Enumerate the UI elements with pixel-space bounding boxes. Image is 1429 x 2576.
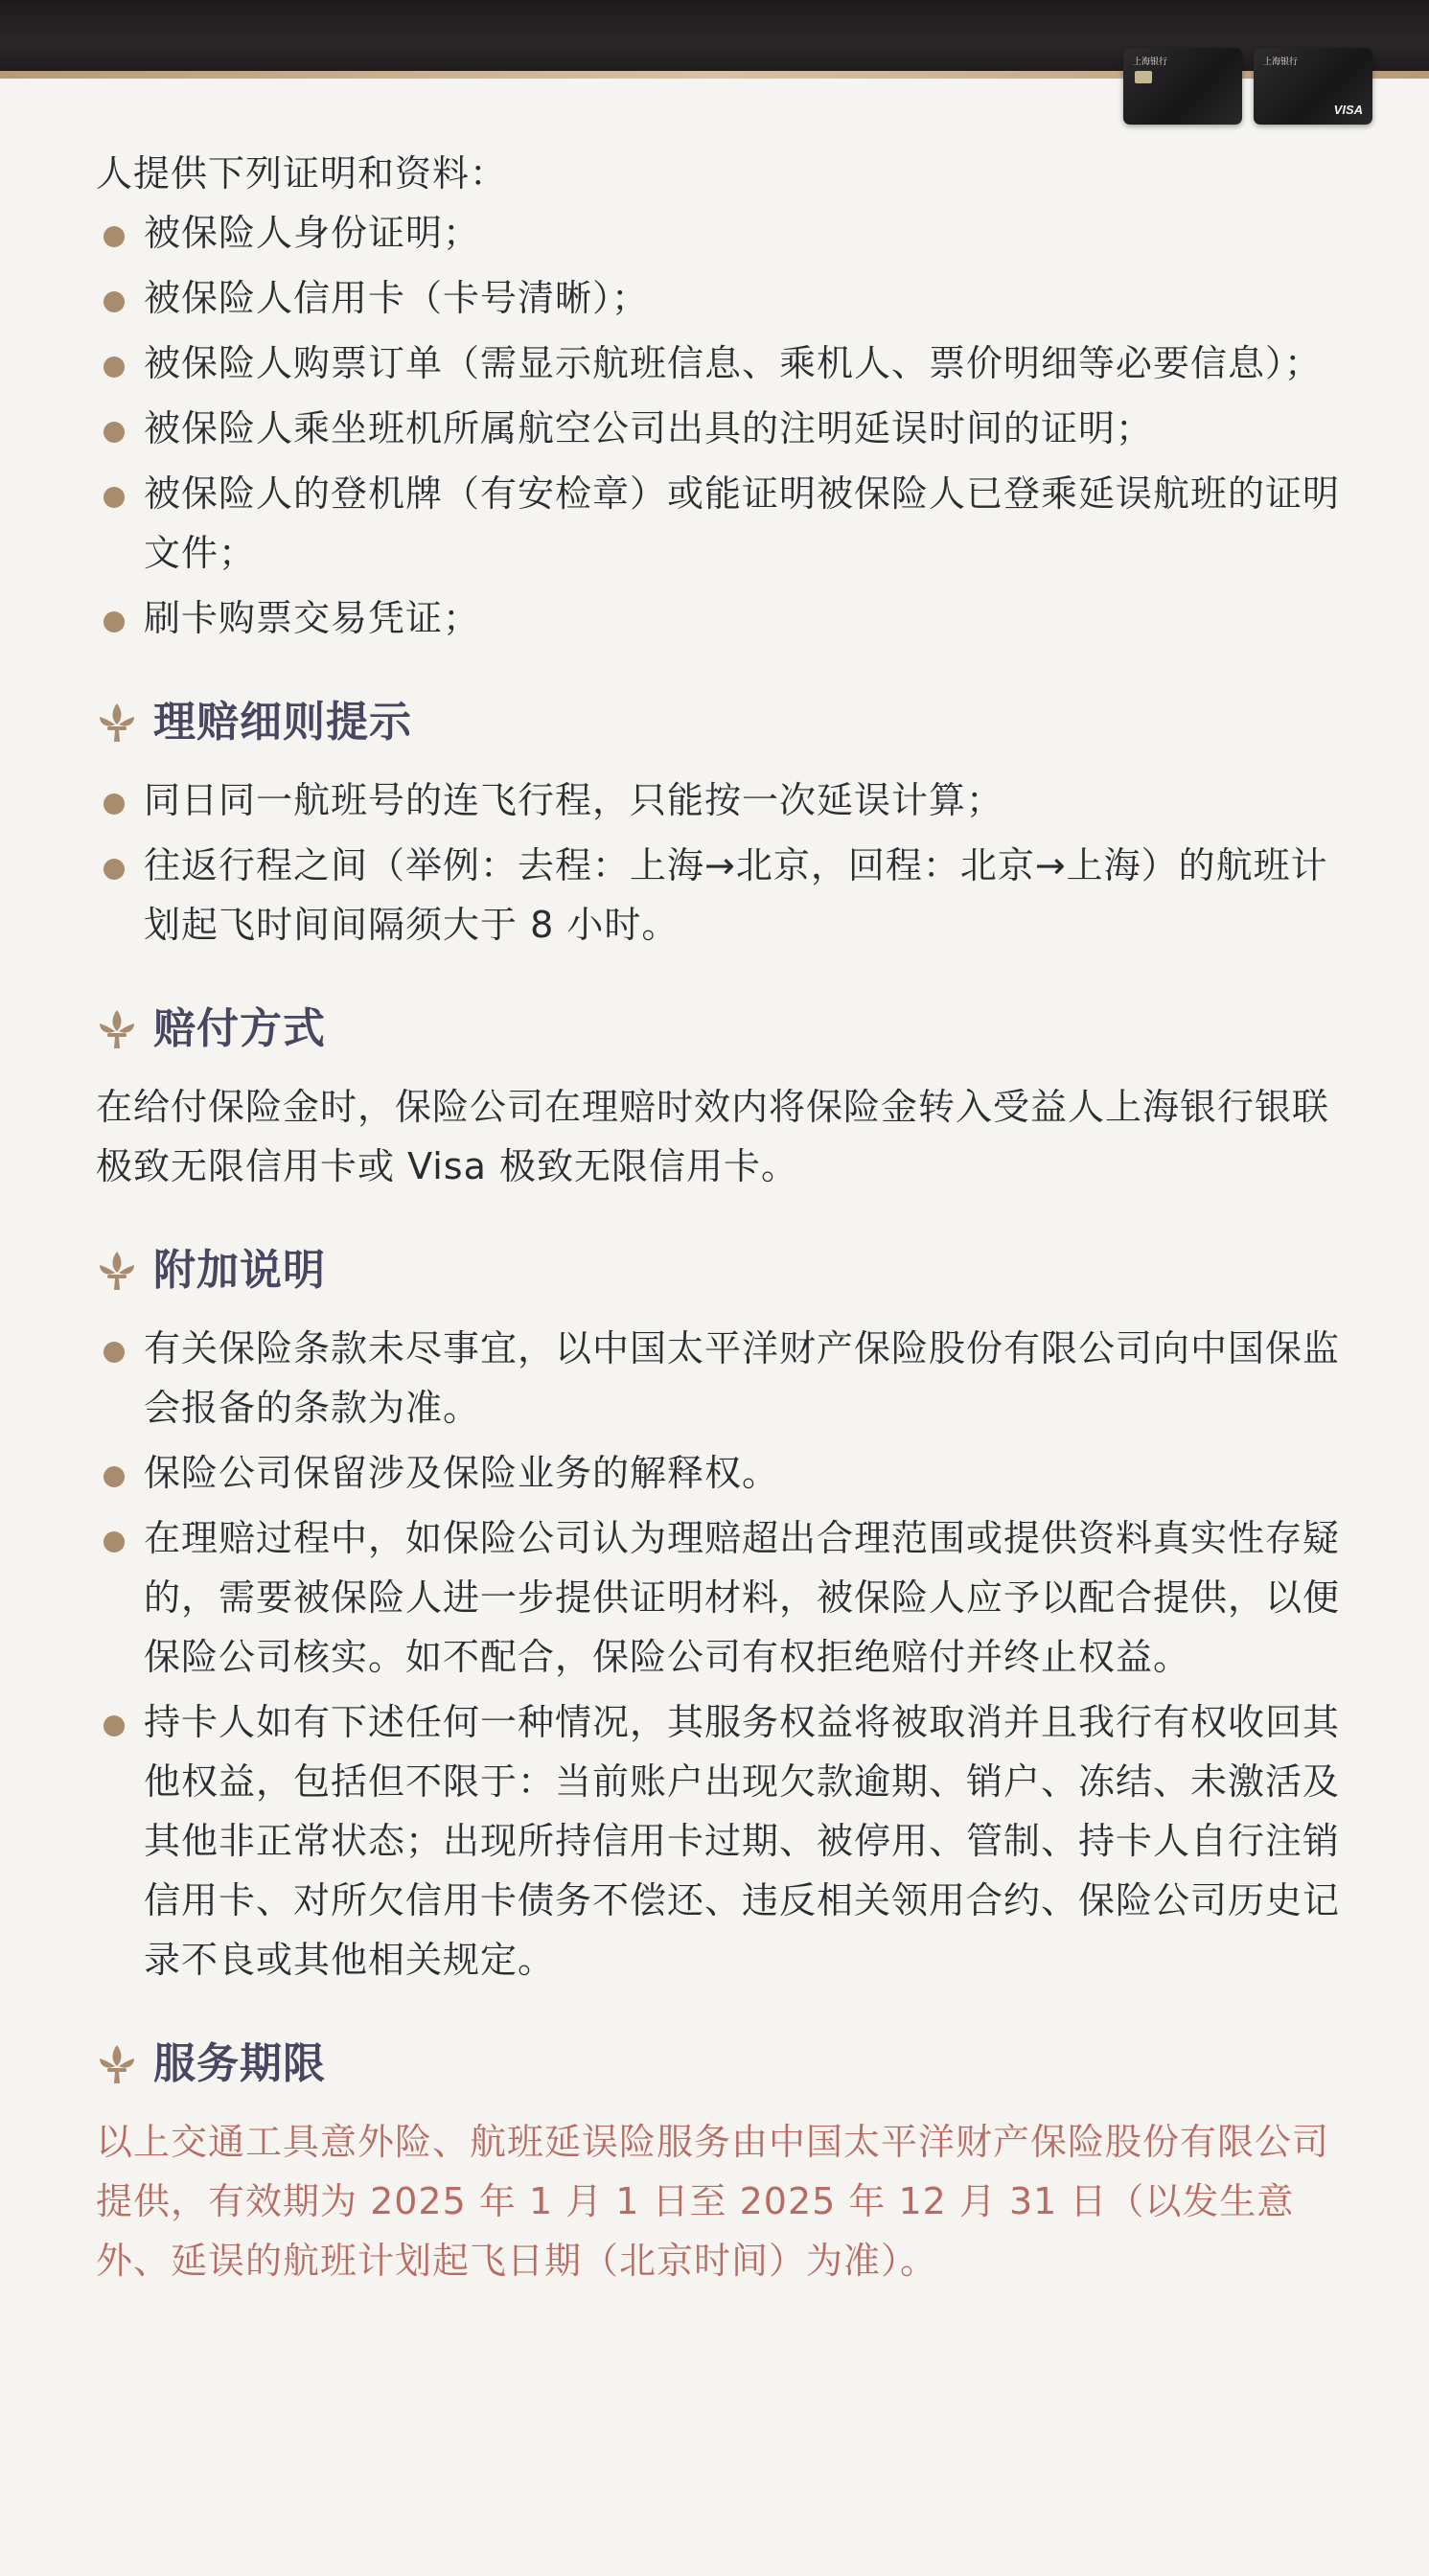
credit-card-image-visa: [1254, 48, 1372, 125]
card-bank-label: 上海银行: [1133, 58, 1168, 67]
section-heading-service-period: [96, 2028, 1342, 2101]
list-item: 有关保险条款未尽事宜，以中国太平洋财产保险股份有限公司向中国保监会报备的条款为准。: [96, 1319, 1342, 1438]
section-heading-notes: [96, 1234, 1342, 1307]
list-item: 保险公司保留涉及保险业务的解释权。: [96, 1443, 1342, 1503]
payment-text: 在给付保险金时，保险公司在理赔时效内将保险金转入受益人上海银行银联极致无限信用卡或 Visa 极致无限信用卡。: [96, 1086, 1330, 1187]
list-item: 同日同一航班号的连飞行程，只能按一次延误计算；: [96, 770, 1342, 830]
fleur-de-lis-icon: [96, 700, 138, 746]
section-title: 赔付方式: [153, 1004, 326, 1053]
notes-list: [96, 1319, 1342, 1990]
intro-text: 人提供下列证明和资料：: [96, 152, 508, 195]
list-item: 被保险人身份证明；: [96, 203, 1342, 263]
list-item: 在理赔过程中，如保险公司认为理赔超出合理范围或提供资料真实性存疑的，需要被保险人进一步提供证明材料，被保险人应予以配合提供，以便保险公司核实。如不配合，保险公司有权拒绝赔付并终止权益。: [96, 1508, 1342, 1687]
list-item: 被保险人信用卡（卡号清晰）；: [96, 268, 1342, 328]
list-item: 持卡人如有下述任何一种情况，其服务权益将被取消并且我行有权收回其他权益，包括但不限于：当前账户出现欠款逾期、销户、冻结、未激活及其他非正常状态；出现所持信用卡过期、被停用、管制、持卡人自行注销信用卡、对所欠信用卡债务不偿还、违反相关领用合约、保险公司历史记录不良或其他相关规定。: [96, 1692, 1342, 1990]
document-body: [96, 144, 1342, 2290]
list-item: 被保险人乘坐班机所属航空公司出具的注明延误时间的证明；: [96, 399, 1342, 458]
service-period-text: 以上交通工具意外险、航班延误险服务由中国太平洋财产保险股份有限公司提供，有效期为 2025 年 1 月 1 日至 2025 年 12 月 31 日（以发生意外、延误的航班计划起飞日期（北京时间）为准）。: [96, 2121, 1330, 2282]
section-heading-payment: [96, 993, 1342, 1066]
section-heading-claim-rules: [96, 686, 1342, 759]
list-item: 被保险人的登机牌（有安检章）或能证明被保险人已登乘延误航班的证明文件；: [96, 464, 1342, 583]
card-chip: [1135, 71, 1152, 83]
fleur-de-lis-icon: [96, 1248, 138, 1294]
section-title: 附加说明: [153, 1246, 326, 1295]
visa-logo: VISA: [1333, 103, 1363, 117]
fleur-de-lis-icon: [96, 1006, 138, 1052]
fleur-de-lis-icon: [96, 2041, 138, 2087]
documents-list: [96, 203, 1342, 648]
card-bank-label: 上海银行: [1263, 58, 1299, 67]
list-item: 刷卡购票交易凭证；: [96, 588, 1342, 648]
claim-rules-list: [96, 770, 1342, 954]
list-item: 被保险人购票订单（需显示航班信息、乘机人、票价明细等必要信息）；: [96, 334, 1342, 393]
section-title: 理赔细则提示: [153, 698, 412, 747]
list-item: 往返行程之间（举例：去程：上海→北京，回程：北京→上海）的航班计划起飞时间间隔须大于 8 小时。: [96, 836, 1342, 954]
credit-card-image-unionpay: [1123, 48, 1242, 125]
section-title: 服务期限: [153, 2039, 326, 2088]
